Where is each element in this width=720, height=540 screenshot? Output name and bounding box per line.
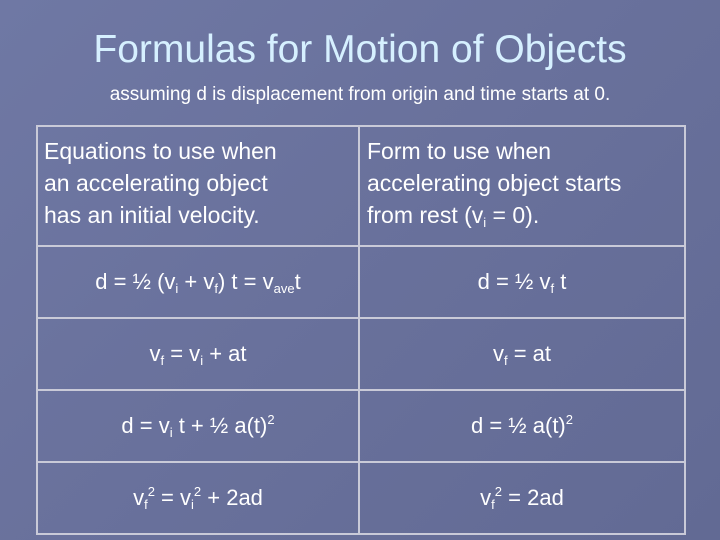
text-segment: v	[480, 485, 492, 510]
header-left-line: Equations to use when	[44, 138, 277, 164]
formula-cell-right	[359, 462, 685, 534]
slide-title: Formulas for Motion of Objects	[93, 28, 627, 71]
text-segment: d = v	[121, 413, 170, 438]
text-segment: v	[133, 485, 145, 510]
formula-cell-left	[37, 246, 359, 318]
formula-cell-left	[37, 462, 359, 534]
superscript: 2	[147, 484, 155, 499]
text-segment: + v	[178, 269, 215, 294]
subscript: i	[191, 497, 194, 512]
subscript: ave	[273, 281, 295, 296]
subscript: i	[200, 353, 204, 368]
table-row	[37, 246, 685, 318]
text-segment: = v	[154, 485, 192, 510]
header-left-line: an accelerating object	[44, 170, 268, 196]
subscript: i	[175, 281, 179, 296]
text-segment: t + ½ a(t)	[172, 413, 268, 438]
text-segment: = v	[164, 341, 201, 366]
text-segment: t	[554, 269, 567, 294]
text-segment: = 2ad	[502, 485, 564, 510]
formula-cell-left	[37, 318, 359, 390]
text-segment: d = ½ a(t)	[470, 413, 566, 438]
superscript: 2	[267, 412, 275, 427]
table-row	[37, 462, 685, 534]
subscript: f	[503, 353, 508, 368]
text-segment: t	[294, 269, 301, 294]
subscript: f	[144, 497, 148, 512]
header-cell-from-rest	[359, 126, 685, 246]
text-segment: d = ½ (v	[95, 269, 176, 294]
text-segment: from rest (v	[367, 202, 484, 228]
text-segment: = 0).	[486, 202, 540, 228]
text-segment: ) t = v	[217, 269, 274, 294]
table-header-row	[37, 126, 685, 246]
subscript: f	[550, 281, 555, 296]
subscript: f	[160, 353, 165, 368]
subscript: f	[491, 497, 495, 512]
formula-cell-right	[359, 246, 685, 318]
header-right-line	[367, 199, 684, 231]
text-segment: d = ½ v	[477, 269, 551, 294]
text-segment: = at	[507, 341, 552, 366]
header-right-line: Form to use when	[367, 138, 552, 164]
superscript: 2	[494, 484, 503, 499]
superscript: 2	[193, 484, 202, 499]
slide-subtitle: assuming d is displacement from origin and time starts at 0.	[109, 84, 611, 105]
subscript: f	[214, 281, 218, 296]
formula-table	[36, 125, 686, 535]
subscript: i	[169, 425, 173, 440]
formula-cell-right	[359, 318, 685, 390]
superscript: 2	[565, 412, 573, 427]
text-segment: + at	[203, 341, 247, 366]
text-segment: + 2ad	[201, 485, 263, 510]
text-segment: v	[492, 341, 504, 366]
formula-cell-left	[37, 390, 359, 462]
formula-cell-right	[359, 390, 685, 462]
header-right-line: accelerating object starts	[367, 170, 622, 196]
header-cell-initial-velocity	[37, 126, 359, 246]
header-left-line: has an initial velocity.	[44, 202, 260, 228]
subscript: i	[483, 215, 487, 230]
table-row	[37, 318, 685, 390]
text-segment: v	[149, 341, 161, 366]
table-row	[37, 390, 685, 462]
